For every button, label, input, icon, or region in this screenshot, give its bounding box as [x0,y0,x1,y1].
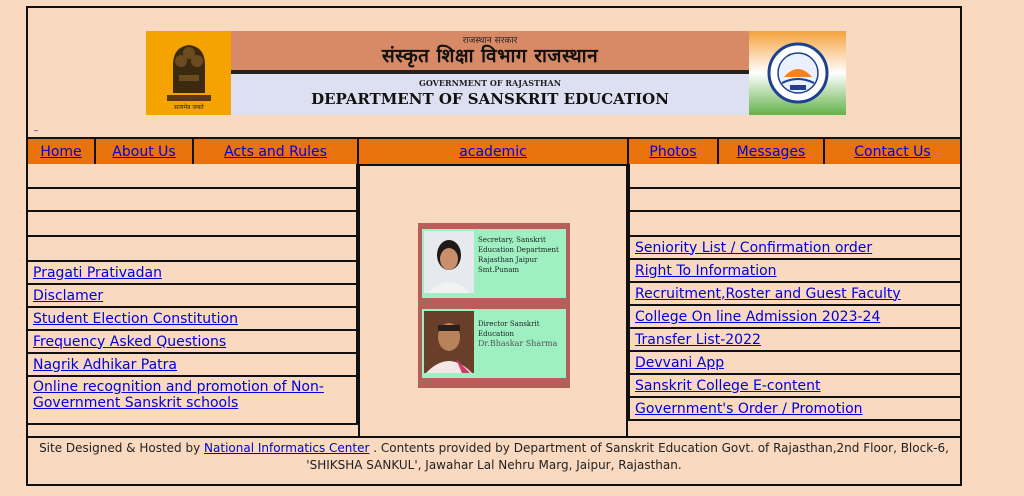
empty-cell [628,212,960,237]
secretary-text [478,235,563,275]
banner-link[interactable]: _ [34,122,38,131]
link-sanskrit-college-econtent[interactable]: Sanskrit College E-content [635,377,821,394]
person-photo-icon [424,311,474,373]
header-banner [146,31,846,115]
site-footer [28,436,960,496]
link-devvani-app[interactable]: Devvani App [635,354,725,371]
link-transfer-list[interactable]: Transfer List-2022 [635,331,761,348]
state-govt-hindi: राजस्थान सरकार [462,36,518,46]
national-emblem-icon [159,35,219,111]
person-photo-icon [424,231,474,293]
nav-photos[interactable]: Photos [629,139,719,164]
empty-cell [628,189,960,212]
left-column [28,164,358,425]
department-logo-icon [766,41,830,105]
empty-cell [628,164,960,189]
nav-home[interactable]: Home [28,139,96,164]
link-recruitment-roster[interactable]: Recruitment,Roster and Guest Faculty [635,285,901,302]
title-top [231,31,749,70]
nav-acts-and-rules[interactable]: Acts and Rules [194,139,359,164]
empty-cell [28,237,358,262]
link-frequency-asked-questions[interactable]: Frequency Asked Questions [33,333,227,350]
official-card-secretary [422,229,566,298]
department-title: DEPARTMENT OF SANSKRIT EDUCATION [311,90,669,108]
officials-panel [418,223,570,388]
department-logo [749,31,846,115]
page-frame [26,6,962,486]
officials-column [358,164,628,436]
secretary-name: Smt.Punam [478,266,520,274]
emblem-caption: सत्यमेव जयते [173,104,204,111]
emblem-box [146,31,231,115]
official-card-director [422,309,566,378]
nav-about-us[interactable]: About Us [96,139,194,164]
title-bottom [231,74,749,115]
director-photo [424,311,474,373]
nav-messages[interactable]: Messages [719,139,825,164]
secretary-photo [424,231,474,293]
empty-cell [28,164,358,189]
right-column [628,164,960,421]
footer-text: . Contents provided by Department of Sanskrit Education Govt. of Rajasthan,2nd Floor, Block-6, 'SHIKSHA SANKUL', Jawahar Lal Nehru Marg, Jaipur, Rajasthan. [306,441,949,472]
secretary-designation: Secretary, Sanskrit Education Department Rajasthan Jaipur [478,236,559,264]
director-text [478,319,563,349]
link-right-to-information[interactable]: Right To Information [635,262,777,279]
link-seniority-list[interactable]: Seniority List / Confirmation order [635,239,873,256]
main-navigation [28,137,960,166]
nav-contact-us[interactable]: Contact Us [854,143,931,160]
footer-nic-link[interactable]: National Informatics Center [204,441,370,455]
director-name: Dr.Bhaskar Sharma [478,339,558,348]
link-disclamer[interactable]: Disclamer [33,287,104,304]
government-label: GOVERNMENT OF RAJASTHAN [418,78,562,88]
empty-cell [28,189,358,212]
department-hindi-title: संस्कृत शिक्षा विभाग राजस्थान [381,45,599,67]
link-college-online-admission[interactable]: College On line Admission 2023-24 [635,308,881,325]
link-nagrik-adhikar-patra[interactable]: Nagrik Adhikar Patra [33,356,177,373]
director-designation: Director Sanskrit Education [478,320,540,338]
link-student-election-constitution[interactable]: Student Election Constitution [33,310,238,327]
link-online-recognition[interactable]: Online recognition and promotion of Non-Government Sanskrit schools [33,379,324,411]
link-government-order[interactable]: Government's Order / Promotion [635,400,863,417]
nav-academic[interactable]: academic [359,139,629,164]
footer-prefix: Site Designed & Hosted by [39,441,201,455]
title-box [231,31,749,115]
link-pragati-prativadan[interactable]: Pragati Prativadan [33,264,162,281]
empty-cell [28,212,358,237]
